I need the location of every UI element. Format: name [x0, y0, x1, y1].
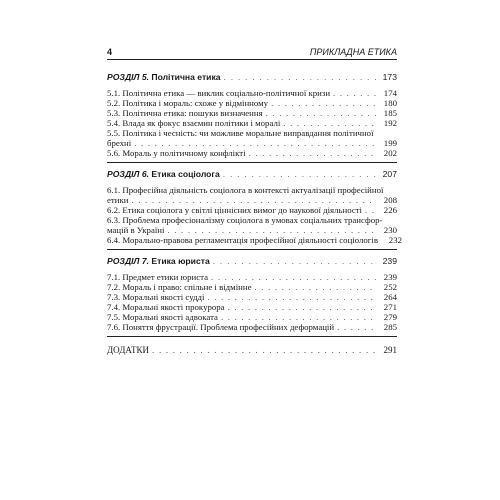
chapter-label: РОЗДІЛ 6.	[107, 169, 149, 179]
toc-item-title: 5.1. Політична етика — виклик соціально-політичної кризи	[107, 88, 331, 98]
toc-item-title: 7.1. Предмет етики юриста	[107, 272, 209, 282]
toc-item[interactable]	[107, 88, 397, 98]
page-ref: 192	[383, 118, 397, 128]
toc-item-line: мацій в Україні	[107, 225, 165, 235]
leader-dots	[266, 108, 376, 118]
chapter-entry[interactable]	[107, 169, 397, 179]
page-ref: 226	[383, 205, 397, 215]
header-rule	[107, 59, 397, 60]
toc-item[interactable]	[107, 282, 397, 292]
chapter-entry[interactable]	[107, 72, 397, 82]
toc-item-title: 5.6. Мораль у політичному конфлікті	[107, 148, 246, 158]
page-ref: 207	[382, 169, 397, 179]
leader-dots	[131, 195, 376, 205]
page-ref: 252	[383, 282, 397, 292]
page-ref: 239	[382, 256, 397, 266]
leader-dots	[223, 169, 376, 179]
toc-item-title: 6.2. Етика соціолога у світлі ціннісних вимог до наукової діяльності	[107, 205, 363, 215]
page-ref: 230	[383, 225, 397, 235]
table-of-contents	[107, 72, 402, 355]
page-ref: 208	[383, 195, 397, 205]
page-ref: 173	[382, 72, 397, 82]
page-ref: 180	[383, 98, 397, 108]
page-number: 4	[107, 47, 113, 57]
leader-dots	[152, 345, 376, 355]
leader-dots	[207, 292, 376, 302]
book-title: ПРИКЛАДНА ЕТИКА	[309, 47, 397, 57]
leader-dots	[283, 118, 376, 128]
chapter-title	[107, 256, 210, 266]
toc-item[interactable]	[107, 205, 397, 215]
toc-item-line: 6.1. Професійна діяльність соціолога в контексті актуалізації професійної	[107, 185, 384, 195]
page-ref: 279	[383, 312, 397, 322]
appendix-title: ДОДАТКИ	[107, 345, 150, 355]
toc-item[interactable]	[107, 322, 397, 332]
chapter-name: Етика соціолога	[149, 169, 220, 179]
page-ref: 199	[383, 138, 397, 148]
chapter-title	[107, 72, 221, 82]
toc-item[interactable]	[107, 185, 397, 205]
toc-item[interactable]	[107, 118, 397, 128]
section-rule	[107, 336, 397, 337]
toc-item-title: 7.5. Моральні якості адвоката	[107, 312, 218, 322]
toc-item[interactable]	[107, 302, 397, 312]
page-ref: 185	[383, 108, 397, 118]
toc-item-line: 5.5. Політика і чесність: чи можливе моральне виправдання політичної	[107, 128, 374, 138]
page-ref: 202	[383, 148, 397, 158]
leader-dots	[365, 205, 376, 215]
toc-item-title: 6.4. Морально-правова регламентація професійної діяльності соціологів	[107, 235, 378, 245]
page-ref: 285	[383, 322, 397, 332]
leader-dots	[224, 72, 376, 82]
toc-item-line: етики	[107, 195, 129, 205]
toc-item[interactable]	[107, 98, 397, 108]
toc-item-line: брехні	[107, 138, 132, 148]
leader-dots	[333, 88, 376, 98]
section-rule	[107, 249, 397, 250]
toc-section	[107, 72, 397, 163]
toc-item-line: 6.3. Проблема професіоналізму соціолога в умовах соціальних трансфор-	[107, 215, 383, 225]
chapter-entry[interactable]	[107, 256, 397, 266]
toc-item-title: 7.6. Поняття фрустрації. Проблема професійних деформацій	[107, 322, 335, 332]
toc-item-title: 5.4. Влада як фокус взаємин політики і моралі	[107, 118, 281, 128]
leader-dots	[228, 302, 376, 312]
page-ref: 232	[388, 235, 402, 245]
toc-item-title: 7.2. Мораль і право: спільне і відмінне	[107, 282, 252, 292]
chapter-label: РОЗДІЛ 7.	[107, 256, 149, 266]
toc-section	[107, 169, 402, 250]
toc-item[interactable]	[107, 128, 397, 148]
leader-dots	[337, 322, 376, 332]
leader-dots	[221, 312, 376, 322]
toc-item[interactable]	[107, 312, 397, 322]
leader-dots	[167, 225, 376, 235]
toc-item-title: 5.3. Політична етика: пошуки визначення	[107, 108, 263, 118]
toc-item-title: 5.2. Політика і мораль: схоже у відмінному	[107, 98, 269, 108]
toc-item[interactable]	[107, 148, 397, 158]
toc-item[interactable]	[107, 272, 397, 282]
section-rule	[107, 162, 397, 163]
leader-dots	[254, 282, 376, 292]
leader-dots	[211, 272, 376, 282]
page-ref: 264	[383, 292, 397, 302]
chapter-name: Етика юриста	[149, 256, 210, 266]
chapter-title	[107, 169, 220, 179]
toc-item[interactable]	[107, 235, 402, 245]
toc-item[interactable]	[107, 215, 397, 235]
leader-dots	[271, 98, 376, 108]
toc-item-title: 7.3. Моральні якості судді	[107, 292, 205, 302]
toc-section	[107, 256, 397, 337]
chapter-label: РОЗДІЛ 5.	[107, 72, 149, 82]
toc-item[interactable]	[107, 108, 397, 118]
appendix-entry[interactable]	[107, 345, 397, 355]
page-ref: 239	[383, 272, 397, 282]
page-ref: 174	[383, 88, 397, 98]
page-ref: 291	[383, 345, 397, 355]
leader-dots	[213, 256, 376, 266]
leader-dots	[134, 138, 376, 148]
toc-item-title: 7.4. Моральні якості прокурора	[107, 302, 225, 312]
leader-dots	[249, 148, 376, 158]
chapter-name: Політична етика	[149, 72, 221, 82]
toc-item[interactable]	[107, 292, 397, 302]
page-ref: 271	[383, 302, 397, 312]
